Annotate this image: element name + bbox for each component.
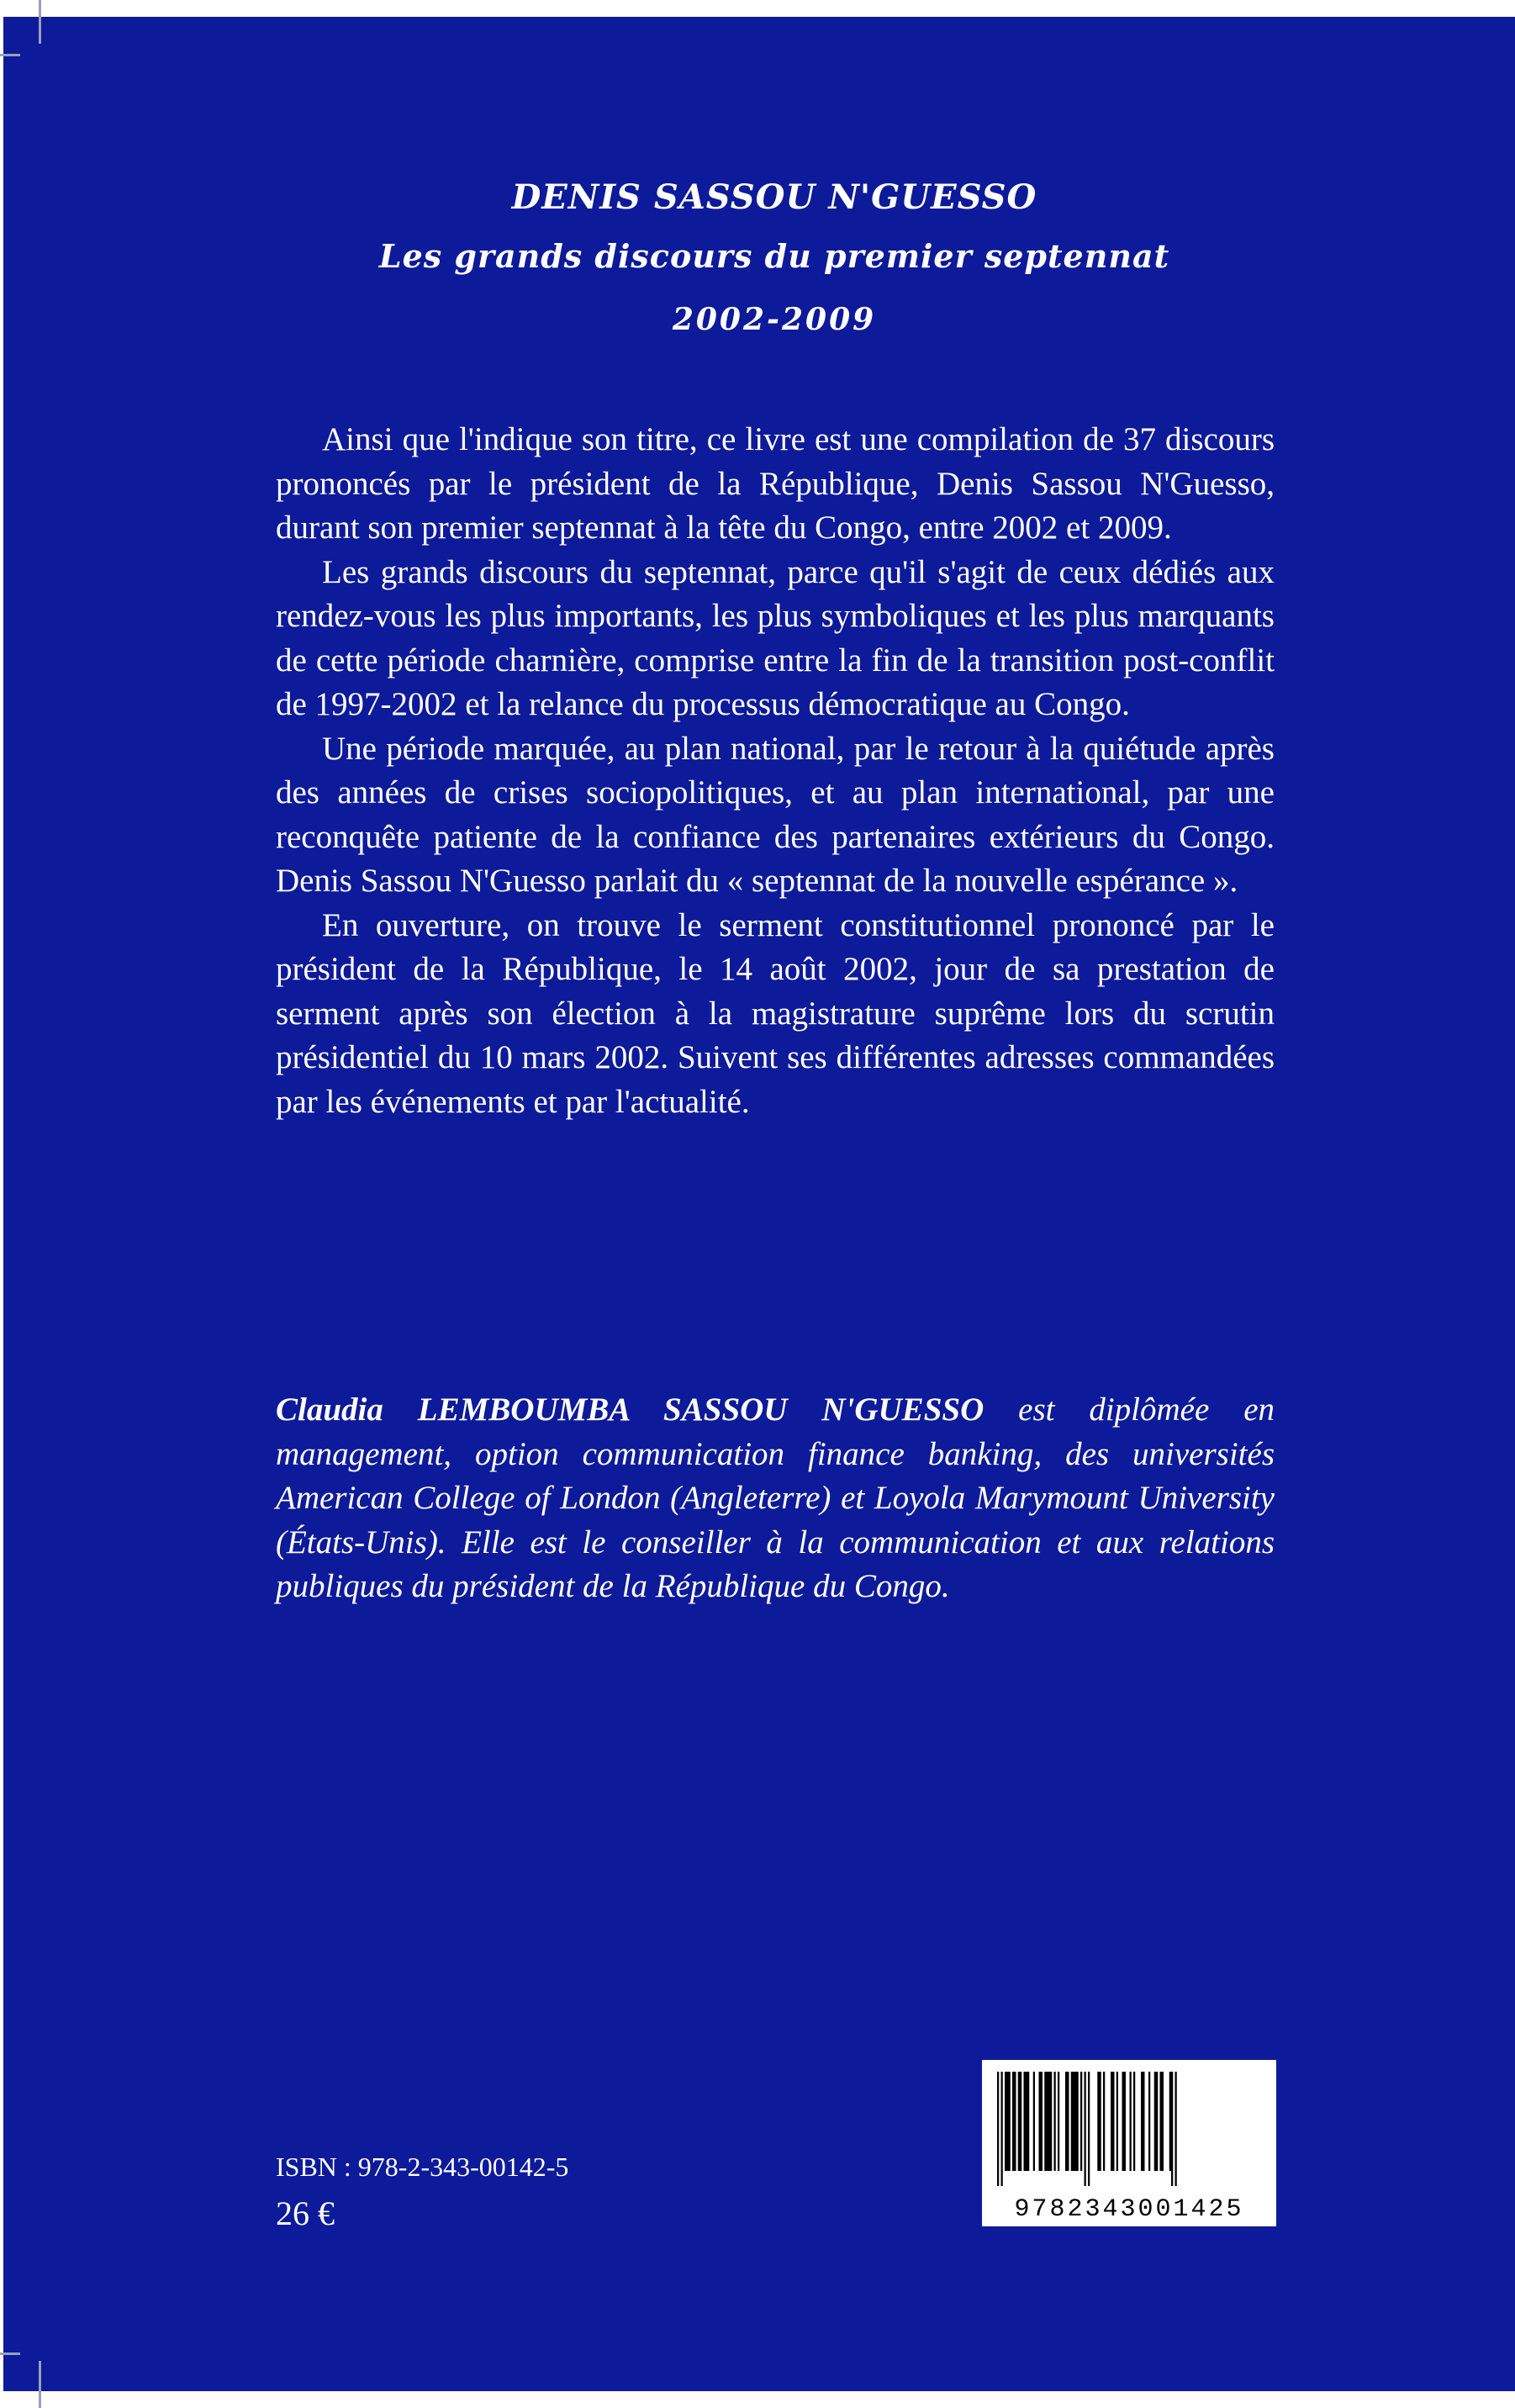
isbn: ISBN : 978-2-343-00142-5 [276, 2152, 569, 2182]
barcode-bar [1005, 2072, 1011, 2171]
barcode-bar [1116, 2072, 1118, 2171]
barcode-bar [1148, 2072, 1150, 2171]
book-summary [276, 418, 1275, 1124]
barcode-bar [1171, 2072, 1173, 2186]
barcode-number: 9782343001425 [1014, 2195, 1244, 2224]
barcode-bar [997, 2072, 999, 2186]
book-author-name: DENIS SASSOU N'GUESSO [511, 177, 1037, 217]
barcode-bar [1065, 2072, 1069, 2171]
crop-mark [0, 2353, 20, 2355]
summary-paragraph: Ainsi que l'indique son titre, ce livre est une compilation de 37 discours prononcés par le président de la République, Denis Sassou N'Guesso, durant son premier septennat à la tête du Congo, entre 2002 et 2009. [276, 421, 1275, 546]
title-block [0, 168, 1515, 353]
author-bio-text: est diplômée en management, option communication finance banking, des universités American College of London (Angleterre) et Loyola Marymount University (États-Unis). Elle est le conseiller à la communication et aux relations publiques du président de la République du Congo. [276, 1391, 1275, 1604]
barcode-bar [1044, 2072, 1052, 2171]
barcode-bars [994, 2072, 1264, 2186]
barcode-bar [1024, 2072, 1030, 2171]
book-subtitle: Les grands discours du premier septennat [378, 237, 1170, 275]
barcode-bar [1160, 2072, 1164, 2171]
barcode-bar [1130, 2072, 1132, 2171]
author-bio [276, 1388, 1275, 1609]
crop-mark [39, 0, 41, 44]
barcode-bar [1012, 2072, 1016, 2171]
crop-mark [39, 2361, 41, 2408]
barcode-bar [1088, 2072, 1090, 2186]
barcode-bar [1058, 2072, 1059, 2171]
barcode-bar [1103, 2072, 1105, 2171]
back-cover [3, 17, 1515, 2391]
book-years: 2002-2009 [672, 302, 877, 337]
barcode-bar [1154, 2072, 1159, 2171]
barcode-bar [1133, 2072, 1135, 2171]
barcode-bar [1033, 2072, 1035, 2171]
barcode-bar [1169, 2072, 1171, 2171]
barcode-bar [1071, 2072, 1079, 2171]
barcode-bar [1175, 2072, 1177, 2186]
barcode-bar [1039, 2072, 1043, 2171]
barcode-bar [1018, 2072, 1022, 2171]
author-bio-name: Claudia LEMBOUMBA SASSOU N'GUESSO [276, 1391, 984, 1428]
barcode-bar [1080, 2072, 1082, 2171]
crop-mark [0, 54, 20, 56]
barcode-bar [1097, 2072, 1101, 2171]
summary-paragraph: Une période marquée, au plan national, par le retour à la quiétude après des années de crises sociopolitiques, et au plan international, par une reconquête patiente de la confiance des partenaires extérieurs du Congo. Denis Sassou N'Guesso parlait du « septennat de la nouvelle espérance ». [276, 730, 1275, 899]
barcode-bar [1141, 2072, 1145, 2171]
barcode-bar [1111, 2072, 1115, 2171]
price: 26 € [276, 2194, 335, 2232]
barcode-bar [1085, 2072, 1086, 2186]
barcode [982, 2060, 1276, 2226]
barcode-bar [1122, 2072, 1127, 2171]
summary-paragraph: En ouverture, on trouve le serment constitutionnel prononcé par le président de la République, le 14 août 2002, jour de sa prestation de serment après son élection à la magistrature suprême lors du scrutin présidentiel du 10 mars 2002. Suivent ses différentes adresses commandées par les événements et par l'actualité. [276, 906, 1275, 1120]
barcode-bar [1001, 2072, 1003, 2186]
barcode-bar [1054, 2072, 1056, 2171]
summary-paragraph: Les grands discours du septennat, parce qu'il s'agit de ceux dédiés aux rendez-vous les plus importants, les plus symboliques et les plus marquants de cette période charnière, comprise entre la fin de la transition post-conflit de 1997-2002 et la relance du processus démocratique au Congo. [276, 553, 1275, 722]
